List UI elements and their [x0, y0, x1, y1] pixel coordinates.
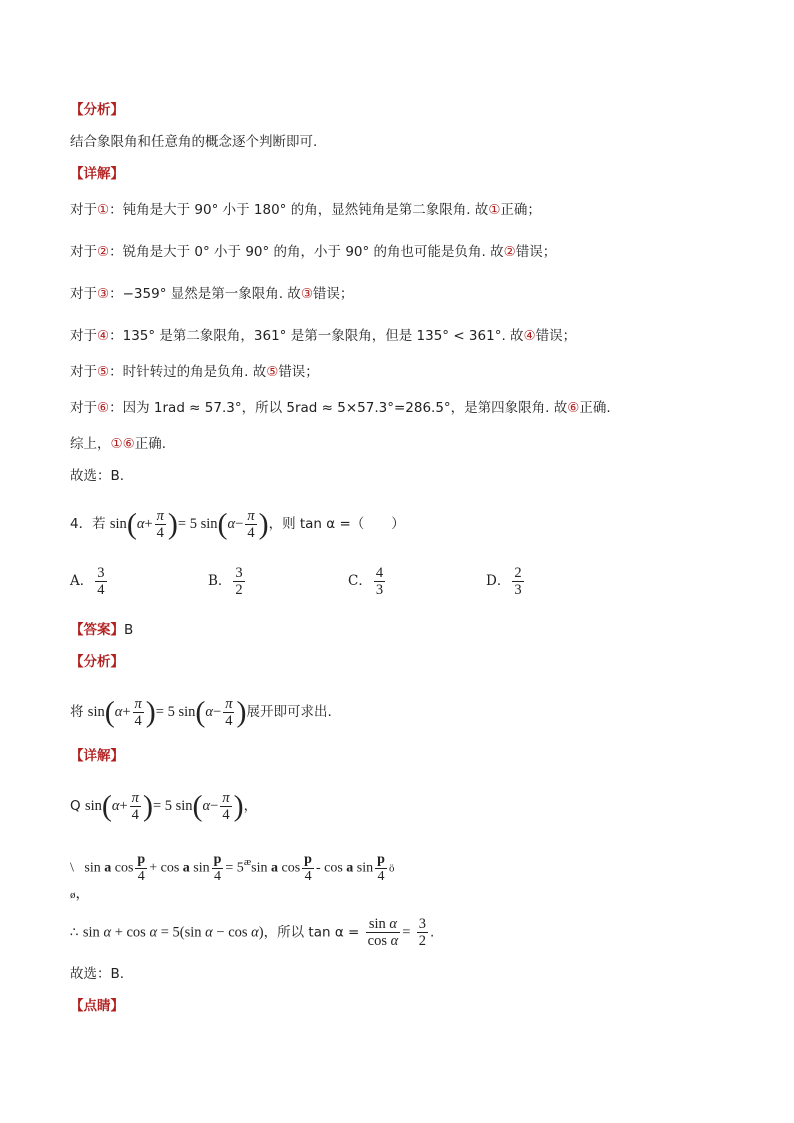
analysis-2-text: 将 sin(α+ $\frac{\pi}{4}$ )= 5 sin(α− $\frac{\pi}{4}$ )展开即可求出. — [70, 695, 332, 729]
answer-line: 【答案】B — [70, 622, 134, 638]
analysis-label: 【分析】 — [70, 102, 124, 118]
choose-1: 故选：B. — [70, 468, 125, 484]
comment-label: 【点睛】 — [70, 998, 124, 1014]
summary: 综上，①⑥正确. — [70, 436, 167, 452]
detail-item-2: 对于②：锐角是大于 0° 小于 90° 的角，小于 90° 的角也可能是负角. 故②错误； — [70, 244, 557, 260]
detail-item-4: 对于④：135° 是第二象限角，361° 是第一象限角，但是 135° < 361°. 故④错误； — [70, 328, 577, 344]
question-4-stem: 4．若 sin(α+ $\frac{\pi}{4}$ )= 5 sin(α− $\frac{\pi}{4}$ )，则 tan α =（ ） — [70, 507, 405, 541]
stem-equation: sin(α+ $\frac{\pi}{4}$ )= 5 sin(α− $\frac{\pi}{4}$ ) — [109, 507, 269, 541]
detail-item-3: 对于③：−359° 显然是第一象限角. 故③错误； — [70, 286, 354, 302]
detail-2-line-1: Q sin(α+ $\frac{\pi}{4}$ )= 5 sin(α− $\frac{\pi}{4}$ )， — [70, 789, 258, 823]
option-d[interactable]: D． $\frac{2}{3}$ — [486, 565, 522, 598]
option-a[interactable]: A． $\frac{3}{4}$ — [70, 565, 105, 598]
detail-label: 【详解】 — [70, 166, 124, 182]
analysis-label-2: 【分析】 — [70, 654, 124, 670]
option-b[interactable]: B． $\frac{3}{2}$ — [208, 565, 243, 598]
choose-2: 故选：B. — [70, 966, 125, 982]
detail-item-6: 对于⑥：因为 1rad ≈ 57.3°，所以 5rad ≈ 5×57.3°=286.5°，是第四象限角. 故⑥正确. — [70, 400, 611, 416]
detail-2-line-3: ∴ sin α + cos α = 5(sin α − cos α)，所以 tan α = $\frac{\text{sin α}}{\text{cos α}}$ = $\frac{3}{2}$ . — [70, 916, 435, 949]
detail-item-1: 对于①：钝角是大于 90° 小于 180° 的角，显然钝角是第二象限角. 故①正确； — [70, 202, 541, 218]
option-c[interactable]: C． $\frac{4}{3}$ — [348, 565, 384, 598]
detail-item-5: 对于⑤：时针转过的角是负角. 故⑤错误； — [70, 364, 319, 380]
analysis-text: 结合象限角和任意角的概念逐个判断即可. — [70, 134, 318, 150]
detail-2-line-2: \ sin a cos $\frac{p}{4}$ + cos a sin $\frac{p}{4}$ = $5^æ\sin$ a cos $\frac{p}{4}$ - cos a sin $\frac{p}{4}$ ö ø， — [70, 852, 395, 902]
detail-label-2: 【详解】 — [70, 748, 124, 764]
